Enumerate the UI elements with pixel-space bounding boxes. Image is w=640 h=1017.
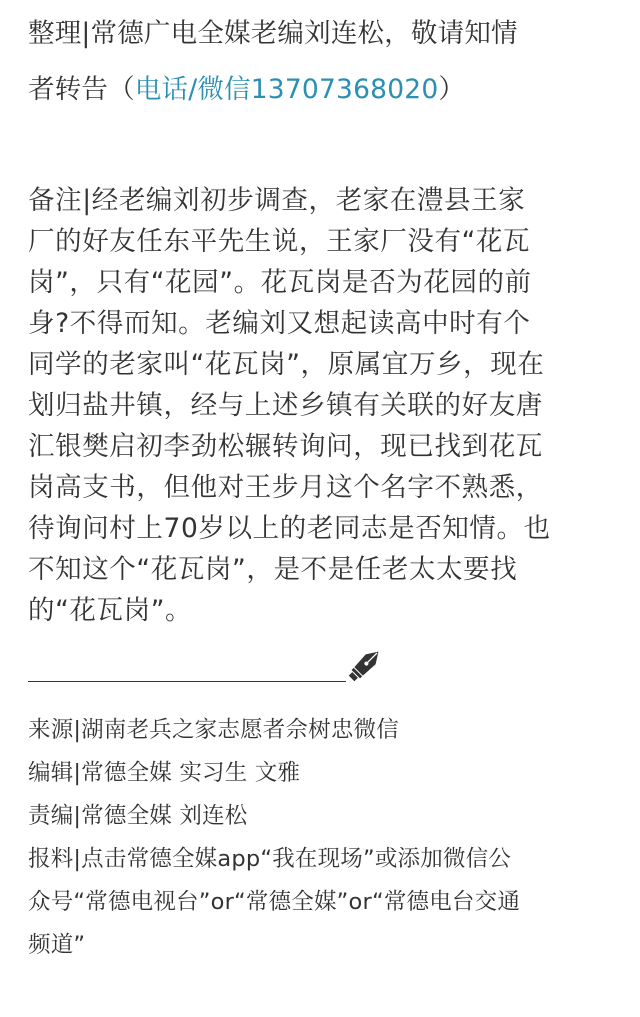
- note-paragraph: [28, 180, 612, 631]
- note-line: 厂的好友任东平先生说，王家厂没有“花瓦: [28, 226, 531, 257]
- note-line: 身?不得而知。老编刘又想起读高中时有个: [28, 308, 531, 339]
- credit-tipoff: 众号“常德电视台”or“常德全媒”or“常德电台交通: [28, 889, 521, 915]
- credits-block: [28, 709, 612, 967]
- credit-responsible-editor: 责编|常德全媒 刘连松: [28, 803, 248, 829]
- credit-source: 来源|湖南老兵之家志愿者佘树忠微信: [28, 717, 399, 743]
- credit-tipoff: 报料|点击常德全媒app“我在现场”或添加微信公: [28, 846, 512, 872]
- article-body: [28, 0, 612, 967]
- divider: [28, 643, 612, 683]
- divider-line: [28, 681, 346, 682]
- note-line: 备注|经老编刘初步调查，老家在澧县王家: [28, 185, 526, 216]
- contact-phone-wechat: 电话/微信13707368020: [134, 74, 439, 105]
- credit-editor: 编辑|常德全媒 实习生 文雅: [28, 760, 301, 786]
- intro-prefix: 者转告（: [28, 74, 135, 105]
- note-line: 的“花瓦岗”。: [28, 595, 193, 626]
- note-line: 同学的老家叫“花瓦岗”，原属宜万乡，现在: [28, 349, 545, 380]
- note-line: 汇银樊启初李劲松辗转询问，现已找到花瓦: [28, 431, 543, 462]
- note-line: 划归盐井镇，经与上述乡镇有关联的好友唐: [28, 390, 543, 421]
- note-line: 岗”，只有“花园”。花瓦岗是否为花园的前: [28, 267, 532, 298]
- note-line: 待询问村上70岁以上的老同志是否知情。也: [28, 513, 551, 544]
- intro-paragraph: [28, 6, 612, 118]
- intro-suffix: ）: [438, 74, 466, 105]
- intro-line-1: 整理|常德广电全媒老编刘连松，敬请知情: [28, 18, 518, 49]
- credit-tipoff: 频道”: [28, 932, 86, 958]
- intro-line-2: [28, 62, 612, 118]
- note-line: 岗高支书，但他对王步月这个名字不熟悉，: [28, 472, 543, 503]
- note-line: 不知这个“花瓦岗”，是不是任老太太要找: [28, 554, 518, 585]
- fountain-pen-nib-icon: [345, 645, 385, 685]
